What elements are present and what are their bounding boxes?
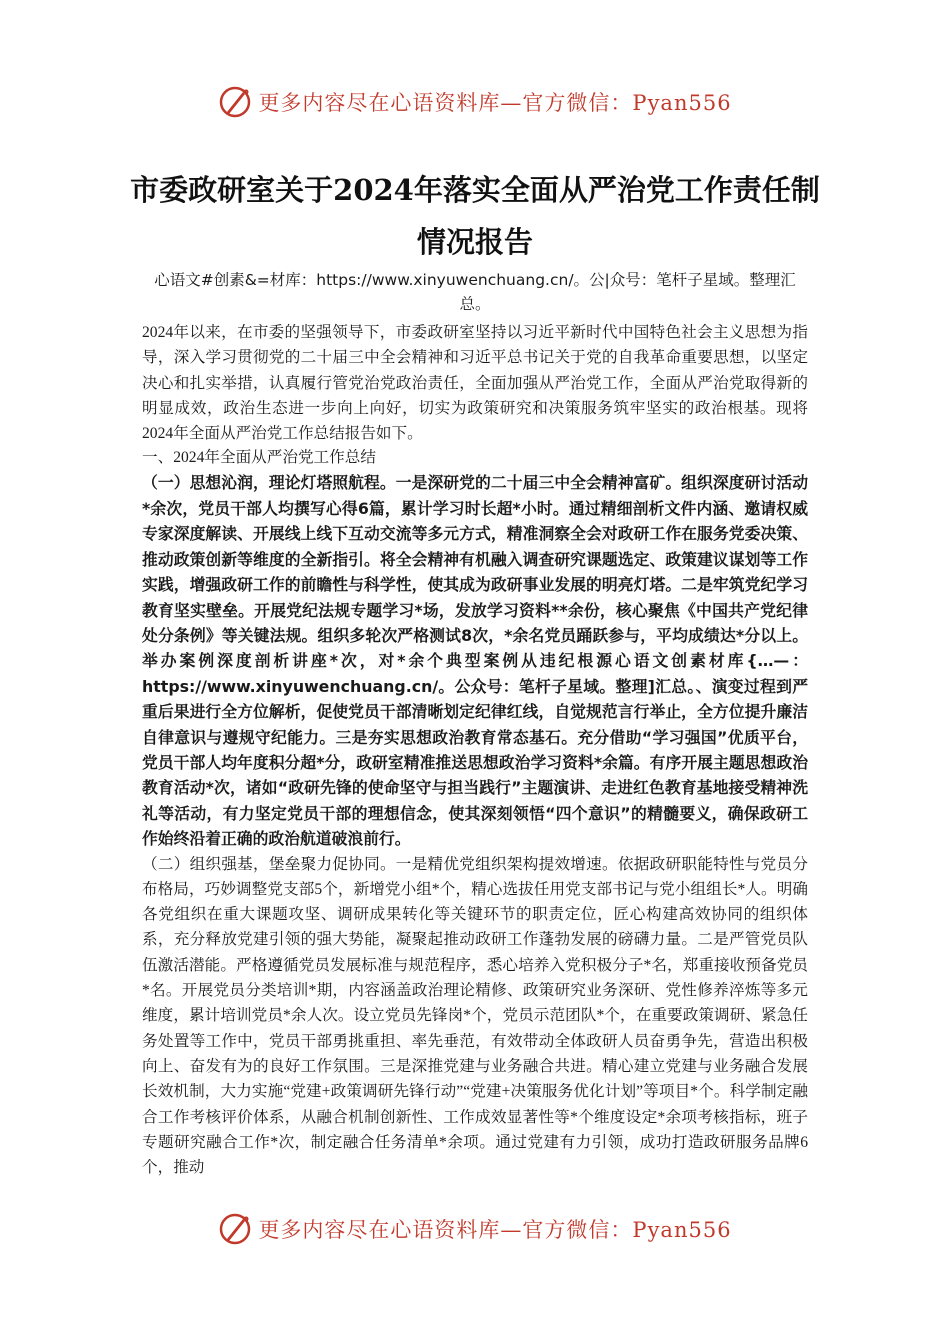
paragraph-part-2: （二）组织强基，堡垒聚力促协同。一是精优党组织架构提效增速。依据政研职能特性与党员分布格局，巧妙调整党支部5个，新增党小组*个，精心选拔任用党支部书记与党小组组长*人。明确各党组织在重大课题攻坚、调研成果转化等关键环节的职责定位，匠心构建高效协同的组织体系，充分释放党建引领的强大势能，凝聚起推动政研工作蓬勃发展的磅礴力量。二是严管党员队伍激活潜能。严格遵循党员发展标准与规范程序，悉心培养入党积极分子*名，郑重接收预备党员*名。开展党员分类培训*期，内容涵盖政治理论精修、政策研究业务深研、党性修养淬炼等多元维度，累计培训党员*余人次。设立党员先锋岗*个，党员示范团队*个，在重要政策调研、紧急任务处置等工作中，党员干部勇挑重担、率先垂范，有效带动全体政研人员奋勇争先，营造出积极向上、奋发有为的良好工作氛围。三是深推党建与业务融合共进。精心建立党建与业务融合发展长效机制，大力实施“党建+政策调研先锋行动”“党建+决策服务优化计划”等项目*个。科学制定融合工作考核评价体系，从融合机制创新性、工作成效显著性等*个维度设定*余项考核指标，班子专题研究融合工作*次，制定融合任务清单*余项。通过党建有力引领，成功打造政研服务品牌6个，推动 — [142, 855, 808, 1177]
quill-pen-icon — [218, 85, 252, 119]
footer-banner — [0, 1209, 950, 1249]
source-note: 心语文#创素&=材库：https://www.xinyuwenchuang.cn/。公|众号：笔杆子星域。整理汇总。 — [154, 271, 796, 313]
section-heading: 一、2024年全面从严治党工作总结 — [142, 449, 376, 467]
quill-pen-icon — [218, 1212, 252, 1246]
intro-paragraph: 2024年以来，在市委的坚强领导下，市委政研室坚持以习近平新时代中国特色社会主义思想为指导，深入学习贯彻党的二十届三中全会精神和习近平总书记关于党的自我革命重要思想，以坚定决心和扎实举措，认真履行管党治党政治责任，全面加强从严治党工作，全面从严治党取得新的明显成效，政治生态进一步向上向好，切实为政策研究和决策服务筑牢坚实的政治根基。现将2024年全面从严治党工作总结报告如下。 — [142, 324, 808, 443]
header-banner — [0, 82, 950, 122]
page-title: 市委政研室关于2024年落实全面从严治党工作责任制情况报告 — [130, 173, 820, 260]
banner-text: 更多内容尽在心语资料库—官方微信：Pyan556 — [258, 91, 732, 115]
banner-text: 更多内容尽在心语资料库—官方微信：Pyan556 — [258, 1218, 732, 1242]
paragraph-part-1: （一）思想沁润，理论灯塔照航程。一是深研党的二十届三中全会精神富矿。组织深度研讨活动*余次，党员干部人均撰写心得6篇，累计学习时长超*小时。通过精细剖析文件内涵、邀请权威专家深度解读、开展线上线下互动交流等多元方式，精准洞察全会对政研工作在服务党委决策、推动政策创新等维度的全新指引。将全会精神有机融入调查研究课题选定、政策建议谋划等工作实践，增强政研工作的前瞻性与科学性，使其成为政研事业发展的明亮灯塔。二是牢筑党纪学习教育坚实壁垒。开展党纪法规专题学习*场，发放学习资料**余份，核心聚焦《中国共产党纪律处分条例》等关键法规。组织多轮次严格测试8次，*余名党员踊跃参与，平均成绩达*分以上。举办案例深度剖析讲座*次，对*余个典型案例从违纪根源心语文创素材库{…—：https://www.xinyuwenchuang.cn/。公众号：笔杆子星域。整理]汇总。、演变过程到严重后果进行全方位解析，促使党员干部清晰划定纪律红线，自觉规范言行举止，全方位提升廉洁自律意识与遵规守纪能力。三是夯实思想政治教育常态基石。充分借助“学习强国”优质平台，党员干部人均年度积分超*分，政研室精准推送思想政治学习资料*余篇。有序开展主题思想政治教育活动*次，诸如“政研先锋的使命坚守与担当践行”主题演讲、走进红色教育基地接受精神洗礼等活动，有力坚定党员干部的理想信念，使其深刻领悟“四个意识”的精髓要义，确保政研工作始终沿着正确的政治航道破浪前行。 — [142, 473, 808, 849]
document-body — [142, 268, 808, 1180]
